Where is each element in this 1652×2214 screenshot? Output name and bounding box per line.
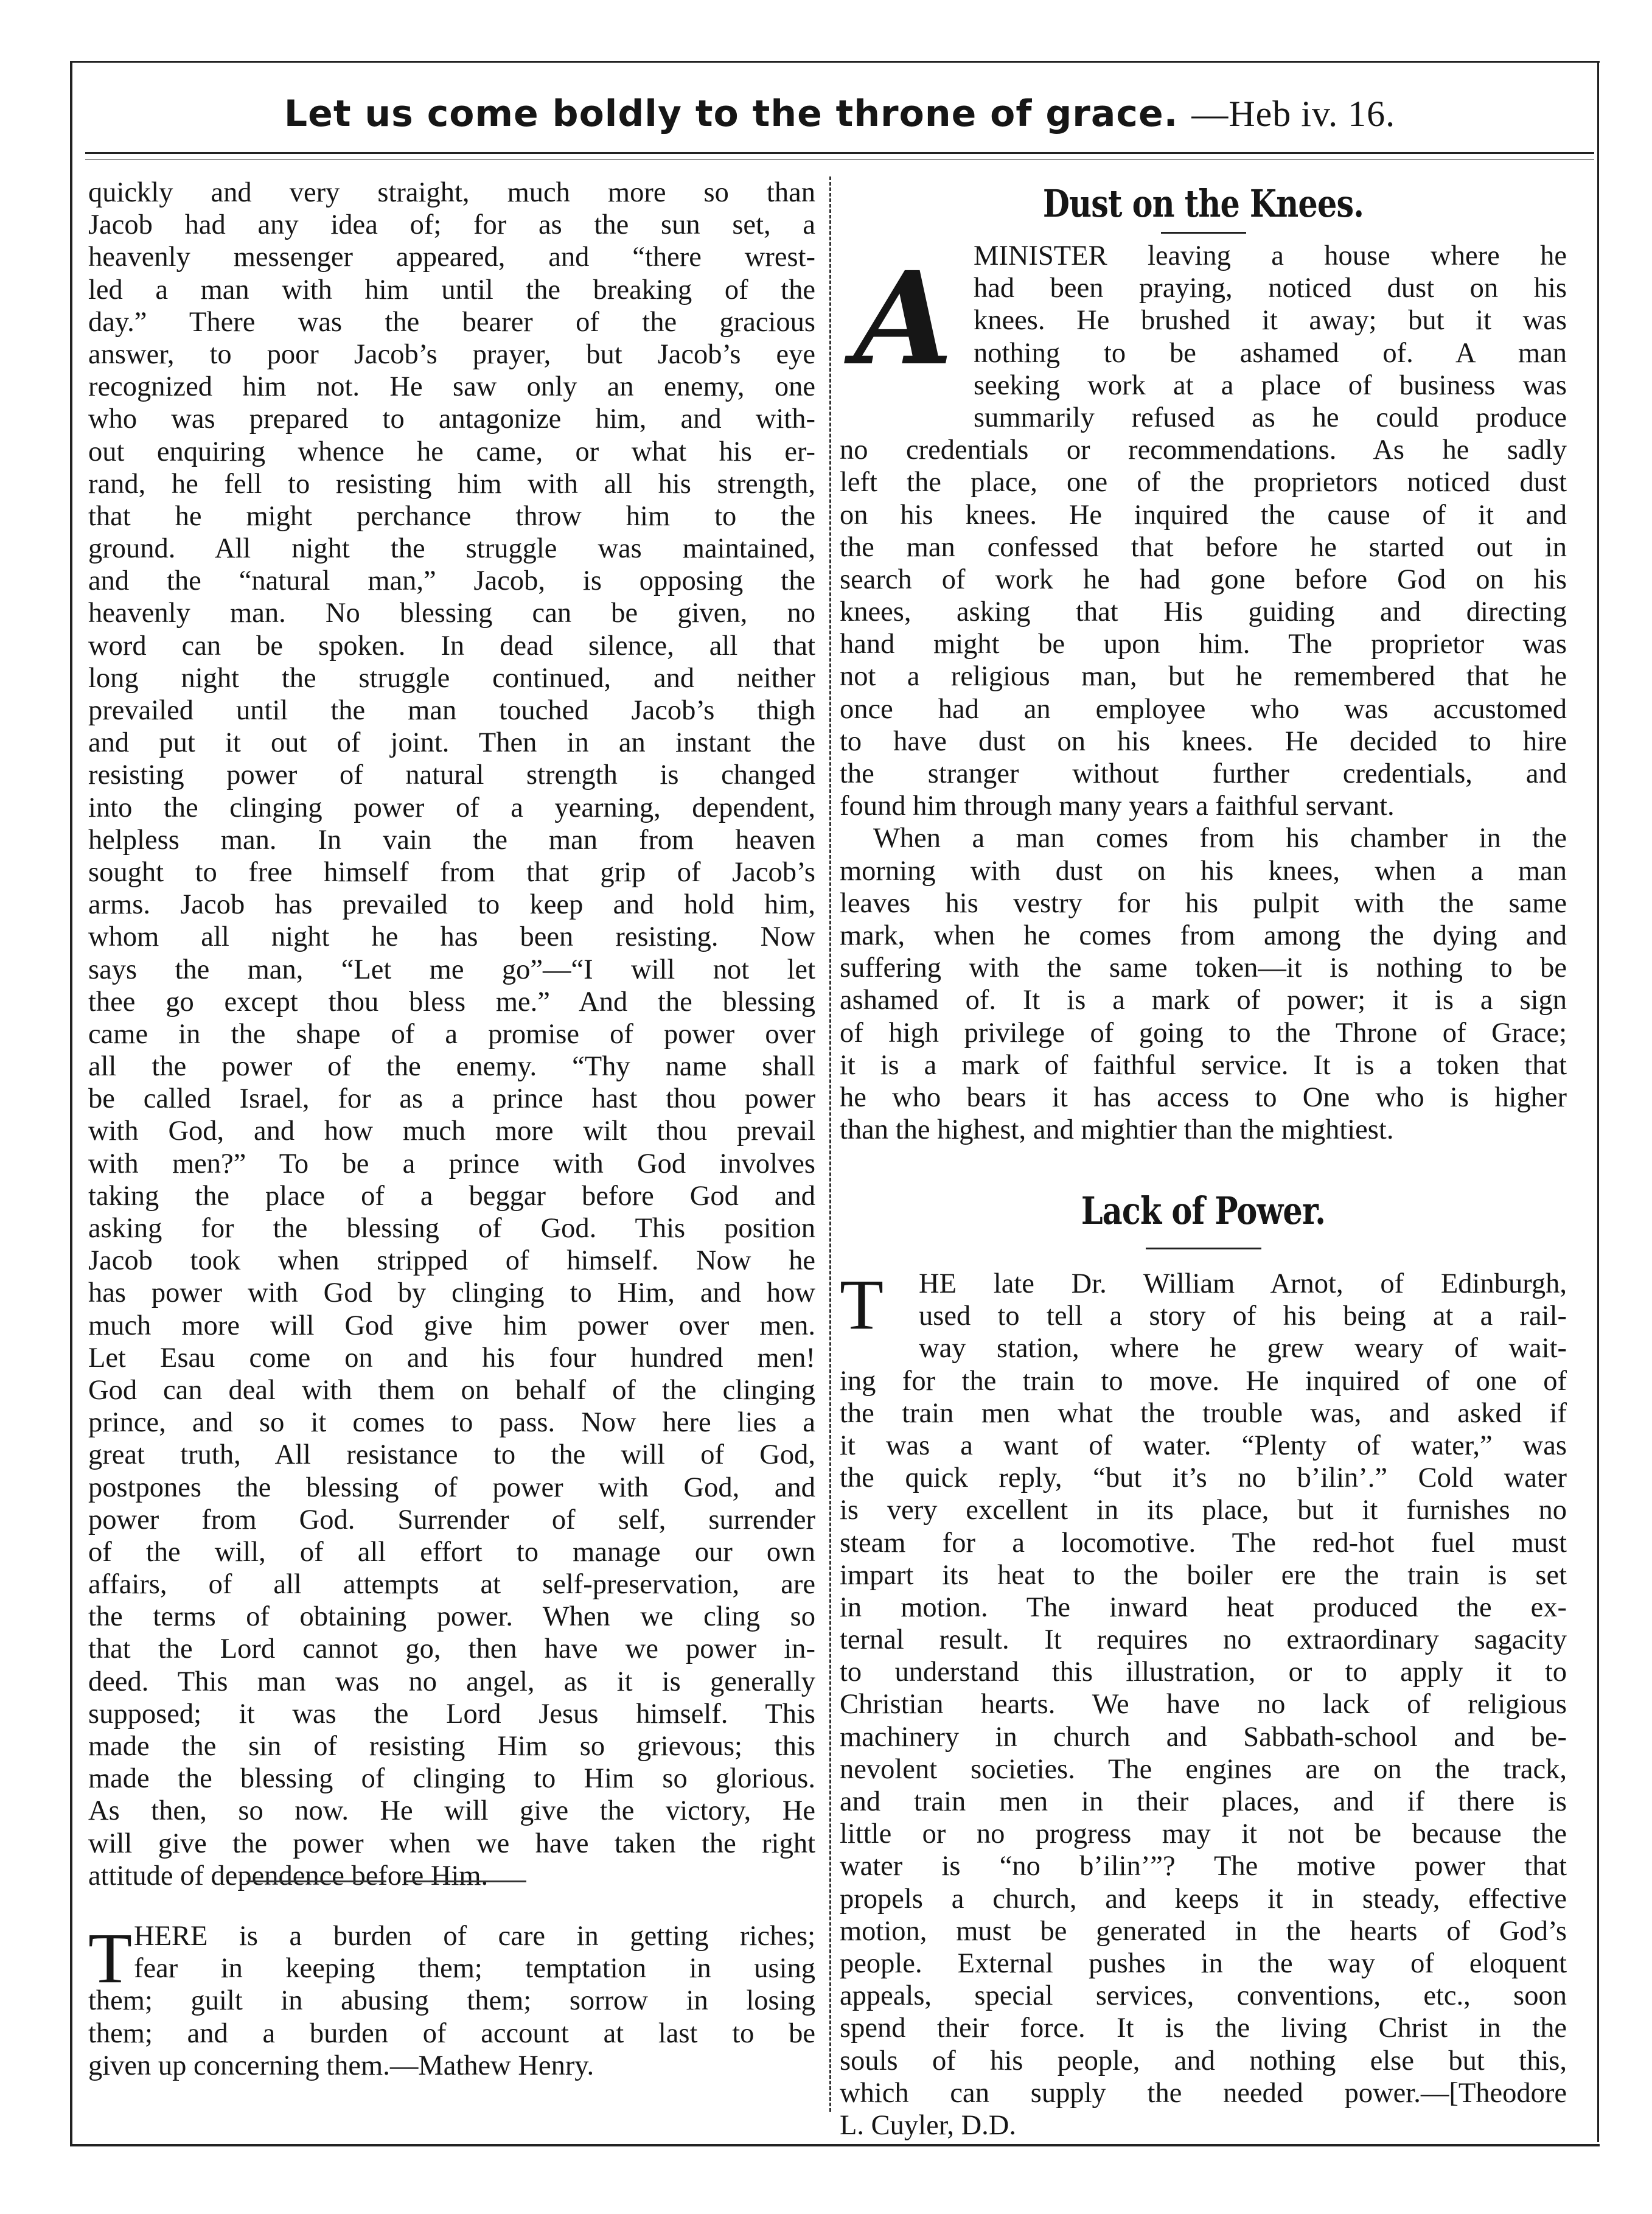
- dust-line: hand might be upon him. The proprietor was: [840, 629, 1567, 660]
- left-column-line: postpones the blessing of power with God, and: [88, 1472, 815, 1503]
- left-column-line: Let Esau come on and his four hundred men!: [88, 1342, 815, 1374]
- power-line: impart its heat to the boiler ere the train is set: [840, 1559, 1567, 1591]
- dust-line: ashamed of. It is a mark of power; it is a sign: [840, 985, 1567, 1016]
- dust-line: summarily refused as he could produce: [974, 402, 1567, 433]
- left-column-line: power from God. Surrender of self, surrender: [88, 1504, 815, 1535]
- power-line: propels a church, and keeps it in steady, effective: [840, 1883, 1567, 1915]
- power-line: spend their force. It is the living Christ in the: [840, 2013, 1567, 2044]
- left-column-line: has power with God by clinging to Him, and how: [88, 1277, 815, 1309]
- separator-left: [246, 1881, 386, 1882]
- riches-line: HERE is a burden of care in getting riches;: [134, 1921, 815, 1952]
- left-column-line: taking the place of a beggar before God and: [88, 1180, 815, 1212]
- dust-dropcap-ornament: A: [854, 243, 953, 394]
- left-column-line: day.” There was the bearer of the gracious: [88, 306, 815, 338]
- page-header: [85, 80, 1594, 147]
- header-reference: —Heb iv. 16.: [1191, 94, 1396, 134]
- dust-line: suffering with the same token—it is nothing to be: [840, 952, 1567, 984]
- left-column-line: whom all night he has been resisting. Now: [88, 921, 815, 953]
- dust-line: found him through many years a faithful servant.: [840, 791, 1395, 822]
- dust-line: mark, when he comes from among the dying and: [840, 920, 1567, 951]
- dust-line: of high privilege of going to the Throne of Grace;: [840, 1017, 1567, 1049]
- riches-line: them; guilt in abusing them; sorrow in losing: [88, 1985, 815, 2017]
- left-column-line: heavenly messenger appeared, and “there wrest-: [88, 242, 815, 273]
- left-column-line: quickly and very straight, much more so than: [88, 177, 815, 208]
- left-column-line: prevailed until the man touched Jacob’s thigh: [88, 695, 815, 726]
- power-line: ternal result. It requires no extraordinary sagacity: [840, 1624, 1567, 1656]
- left-column-line: deed. This man was no angel, as it is generally: [88, 1666, 815, 1697]
- left-column-line: thee go except thou bless me.” And the blessing: [88, 986, 815, 1018]
- left-column-line: and put it out of joint. Then in an instant the: [88, 727, 815, 759]
- dust-body: [840, 240, 1567, 1146]
- left-column-line: arms. Jacob has prevailed to keep and hold him,: [88, 889, 815, 921]
- power-body: [840, 1265, 1567, 2142]
- power-line: motion, must be generated in the hearts of God’s: [840, 1915, 1567, 1947]
- left-column-line: sought to free himself from that grip of Jacob’s: [88, 856, 815, 888]
- power-line: appeals, special services, conventions, etc., soon: [840, 1980, 1567, 2012]
- separator-right: [405, 1881, 526, 1882]
- power-line: is very excellent in its place, but it furnishes no: [840, 1495, 1567, 1526]
- dust-line: not a religious man, but he remembered that he: [840, 661, 1567, 693]
- power-title: Lack of Power.: [1081, 1189, 1326, 1233]
- power-line: machinery in church and Sabbath-school and be-: [840, 1721, 1567, 1753]
- dust-line: morning with dust on his knees, when a man: [840, 855, 1567, 887]
- left-column-line: with God, and how much more wilt thou prevail: [88, 1116, 815, 1147]
- dust-line: it is a mark of faithful service. It is a token that: [840, 1049, 1567, 1081]
- riches-line: given up concerning them.—Mathew Henry.: [88, 2050, 594, 2081]
- left-column-line: that the Lord cannot go, then have we power in-: [88, 1633, 815, 1665]
- dust-line: to have dust on his knees. He decided to hire: [840, 725, 1567, 757]
- left-column-line: who was prepared to antagonize him, and with-: [88, 403, 815, 435]
- riches-lines: [88, 1920, 815, 2082]
- dust-line: the man confessed that before he started out in: [840, 531, 1567, 563]
- left-column: [88, 176, 815, 1892]
- left-column-line: resisting power of natural strength is changed: [88, 760, 815, 791]
- dust-title: Dust on the Knees.: [1042, 181, 1364, 226]
- left-column-line: will give the power when we have taken the right: [88, 1828, 815, 1859]
- riches-paragraph: [88, 1920, 815, 2082]
- left-column-line: and the “natural man,” Jacob, is opposing the: [88, 565, 815, 597]
- riches-line: them; and a burden of account at last to be: [88, 2017, 815, 2049]
- left-column-line: all the power of the enemy. “Thy name shall: [88, 1051, 815, 1083]
- left-column-line: word can be spoken. In dead silence, all that: [88, 630, 815, 662]
- left-column-line: came in the shape of a promise of power over: [88, 1018, 815, 1050]
- riches-line: fear in keeping them; temptation in using: [134, 1953, 815, 1985]
- power-article: [840, 1187, 1567, 2142]
- riches-dropcap: T: [88, 1918, 133, 1998]
- power-line: steam for a locomotive. The red-hot fuel must: [840, 1527, 1567, 1559]
- header-title: Let us come boldly to the throne of grace.: [284, 93, 1179, 135]
- left-column-line: rand, he fell to resisting him with all his strength,: [88, 468, 815, 500]
- power-line: the train men what the trouble was, and asked if: [840, 1397, 1567, 1429]
- power-line: in motion. The inward heat produced the ex-: [840, 1591, 1567, 1623]
- power-line: HE late Dr. William Arnot, of Edinburgh,: [919, 1268, 1567, 1299]
- power-line: little or no progress may it not be because the: [840, 1818, 1567, 1850]
- dust-article: [840, 180, 1567, 1146]
- power-line: nevolent societies. The engines are on the track,: [840, 1753, 1567, 1785]
- power-line: water is “no b’ilin’”? The motive power that: [840, 1851, 1567, 1882]
- left-column-line: out enquiring whence he came, or what his er-: [88, 436, 815, 467]
- dust-line: leaves his vestry for his pulpit with the same: [840, 887, 1567, 919]
- page-frame-right-edge: [1597, 61, 1599, 2142]
- power-line: the quick reply, “but it’s no b’ilin’.” Cold water: [840, 1462, 1567, 1494]
- left-column-line: with men?” To be a prince with God involves: [88, 1148, 815, 1179]
- left-column-line: that he might perchance throw him to the: [88, 500, 815, 532]
- power-line: ing for the train to move. He inquired of one of: [840, 1365, 1567, 1397]
- power-line: used to tell a story of his being at a rail-: [919, 1301, 1567, 1332]
- dust-line: once had an employee who was accustomed: [840, 693, 1567, 725]
- left-column-line: As then, so now. He will give the victory, He: [88, 1795, 815, 1827]
- left-column-line: long night the struggle continued, and neither: [88, 662, 815, 694]
- dust-line: he who bears it has access to One who is higher: [840, 1081, 1567, 1113]
- left-column-line: God can deal with them on behalf of the clinging: [88, 1374, 815, 1406]
- column-divider: [829, 176, 831, 2112]
- left-column-line: much more will God give him power over men.: [88, 1310, 815, 1341]
- header-rule: [85, 152, 1594, 154]
- power-line: Christian hearts. We have no lack of religious: [840, 1689, 1567, 1720]
- left-column-line: answer, to poor Jacob’s prayer, but Jacob’s eye: [88, 338, 815, 370]
- dust-line: knees, asking that His guiding and directing: [840, 596, 1567, 628]
- power-line: it was a want of water. “Plenty of water,” was: [840, 1430, 1567, 1461]
- left-column-line: the terms of obtaining power. When we cling so: [88, 1601, 815, 1633]
- dust-line: on his knees. He inquired the cause of it and: [840, 499, 1567, 531]
- left-column-line: made the sin of resisting Him so grievous; this: [88, 1731, 815, 1762]
- dust-line: than the highest, and mightier than the mightiest.: [840, 1114, 1394, 1146]
- left-column-line: asking for the blessing of God. This position: [88, 1213, 815, 1244]
- left-column-line: into the clinging power of a yearning, dependent,: [88, 792, 815, 823]
- left-column-line: says the man, “Let me go”—“I will not let: [88, 954, 815, 985]
- left-column-line: helpless man. In vain the man from heaven: [88, 824, 815, 856]
- power-line: way station, where he grew weary of wait-: [919, 1333, 1567, 1364]
- dust-line: MINISTER leaving a house where he: [974, 240, 1567, 271]
- dust-title-rule: [1161, 232, 1246, 234]
- left-column-line: Jacob had any idea of; for as the sun set, a: [88, 209, 815, 241]
- left-column-line: recognized him not. He saw only an enemy, one: [88, 371, 815, 403]
- left-column-line: Jacob took when stripped of himself. Now he: [88, 1245, 815, 1277]
- dust-line: no credentials or recommendations. As he sadly: [840, 435, 1567, 466]
- dust-line: the stranger without further credentials, and: [840, 758, 1567, 789]
- power-line: to understand this illustration, or to apply it to: [840, 1657, 1567, 1688]
- dust-line: When a man comes from his chamber in the: [873, 823, 1567, 854]
- power-lines: [840, 1265, 1567, 2142]
- dust-line: nothing to be ashamed of. A man: [974, 337, 1567, 369]
- left-column-line: made the blessing of clinging to Him so glorious.: [88, 1763, 815, 1795]
- left-column-line: heavenly man. No blessing can be given, no: [88, 598, 815, 629]
- power-line: souls of his people, and nothing else but this,: [840, 2045, 1567, 2076]
- dust-line: had been praying, noticed dust on his: [974, 273, 1567, 304]
- dust-line: search of work he had gone before God on his: [840, 564, 1567, 595]
- dust-line: left the place, one of the proprietors noticed dust: [840, 467, 1567, 498]
- dust-line: knees. He brushed it away; but it was: [974, 305, 1567, 337]
- left-column-line: affairs, of all attempts at self-preservation, are: [88, 1569, 815, 1601]
- power-line: and train men in their places, and if there is: [840, 1786, 1567, 1817]
- left-column-line: be called Israel, for as a prince hast thou power: [88, 1083, 815, 1115]
- left-column-line: led a man with him until the breaking of the: [88, 274, 815, 306]
- left-column-line: of the will, of all effort to manage our own: [88, 1536, 815, 1568]
- power-dropcap: T: [840, 1265, 884, 1344]
- left-column-line: great truth, All resistance to the will of God,: [88, 1439, 815, 1471]
- left-column-line: prince, and so it comes to pass. Now here lies a: [88, 1407, 815, 1439]
- power-line: L. Cuyler, D.D.: [840, 2109, 1017, 2141]
- power-line: people. External pushes in the way of eloquent: [840, 1947, 1567, 1979]
- dust-line: seeking work at a place of business was: [974, 369, 1567, 401]
- power-line: which can supply the needed power.—[Theodore: [840, 2077, 1567, 2109]
- power-title-rule: [1146, 1248, 1261, 1249]
- left-column-line: ground. All night the struggle was maintained,: [88, 533, 815, 565]
- left-column-line: supposed; it was the Lord Jesus himself. This: [88, 1698, 815, 1730]
- header-rule-thin: [85, 159, 1594, 160]
- left-column-line: attitude of dependence before Him.: [88, 1860, 489, 1891]
